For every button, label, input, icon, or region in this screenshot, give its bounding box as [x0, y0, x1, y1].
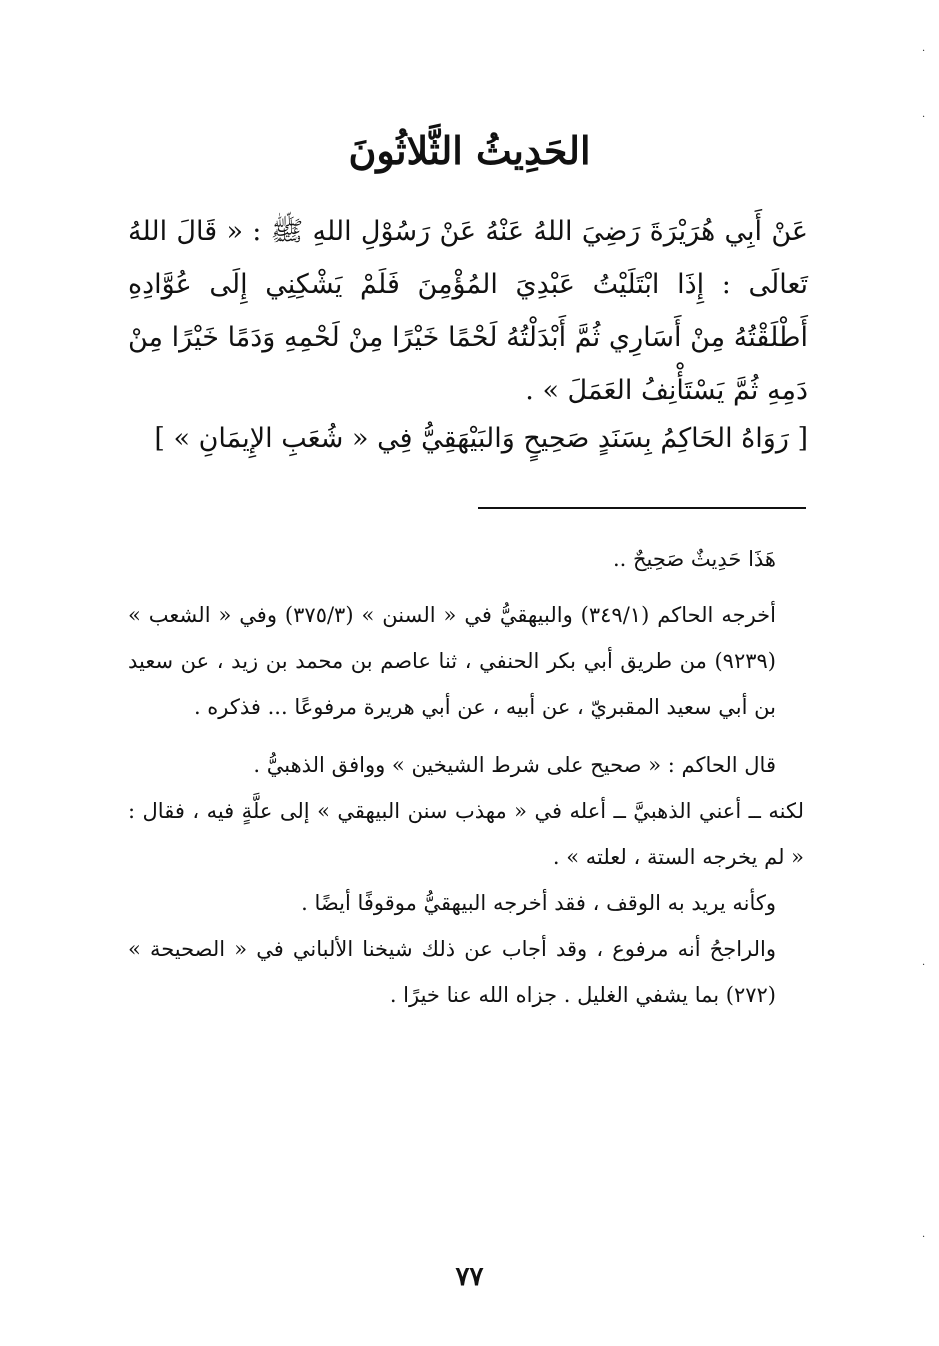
hadith-text-block	[128, 205, 808, 417]
commentary-paragraph: وكأنه يريد به الوقف ، فقد أخرجه البيهقيُّ موقوفًا أيضًا .	[301, 891, 776, 915]
commentary-block	[128, 536, 804, 1018]
page-number: ٧٧	[455, 1262, 484, 1292]
hadith-source: [ رَوَاهُ الحَاكِمُ بِسَنَدٍ صَحِيحٍ وَالبَيْهَقِيُّ فِي « شُعَبِ الإِيمَانِ » ]	[154, 423, 808, 454]
section-divider	[478, 507, 806, 509]
commentary-paragraph: قال الحاكم : « صحيح على شرط الشيخين » ووافق الذهبيُّ .	[253, 753, 776, 777]
commentary-paragraph: لكنه ــ أعني الذهبيَّ ــ أعله في « مهذب سنن البيهقي » إلى علَّةٍ فيه ، فقال : « لم يخرجه الستة ، لعلته » .	[128, 799, 804, 869]
hadith-text: عَنْ أَبِي هُرَيْرَةَ رَضِيَ اللهُ عَنْهُ عَنْ رَسُوْلِ اللهِ ﷺ : « قَالَ اللهُ تَعالَى : إِذَا ابْتَلَيْتُ عَبْدِيَ المُؤْمِنَ فَلَمْ يَشْكِنِي إِلَى عُوَّادِهِ أَطْلَقْتُهُ مِنْ أَسَارِي ثُمَّ أَبْدَلْتُهُ لَحْمًا خَيْرًا مِنْ لَحْمِهِ وَدَمًا خَيْرًا مِنْ دَمِهِ ثُمَّ يَسْتَأْنِفُ العَمَلَ » .	[128, 216, 808, 406]
commentary-lead: هَذَا حَدِيثٌ صَحِيحٌ ..	[612, 547, 776, 571]
commentary-paragraph: والراجحُ أنه مرفوع ، وقد أجاب عن ذلك شيخنا الألباني في « الصحيحة » (٢٧٢) بما يشفي الغليل . جزاه الله عنا خيرًا .	[128, 937, 776, 1007]
scan-mark: ·	[922, 46, 926, 57]
scan-mark: ·	[922, 112, 926, 123]
commentary-paragraph: أخرجه الحاكم (٣٤٩/١) والبيهقيُّ في « السنن » (٣٧٥/٣) وفي « الشعب » (٩٢٣٩) من طريق أبي بكر الحنفي ، ثنا عاصم بن محمد بن زيد ، عن سعيد بن أبي سعيد المقبريّ ، عن أبيه ، عن أبي هريرة مرفوعًا ... فذكره .	[128, 603, 776, 719]
scan-mark: ·	[922, 960, 926, 971]
scan-mark: ·	[922, 1232, 926, 1243]
hadith-title: الحَدِيثُ الثَّلاثُونَ	[348, 128, 591, 173]
